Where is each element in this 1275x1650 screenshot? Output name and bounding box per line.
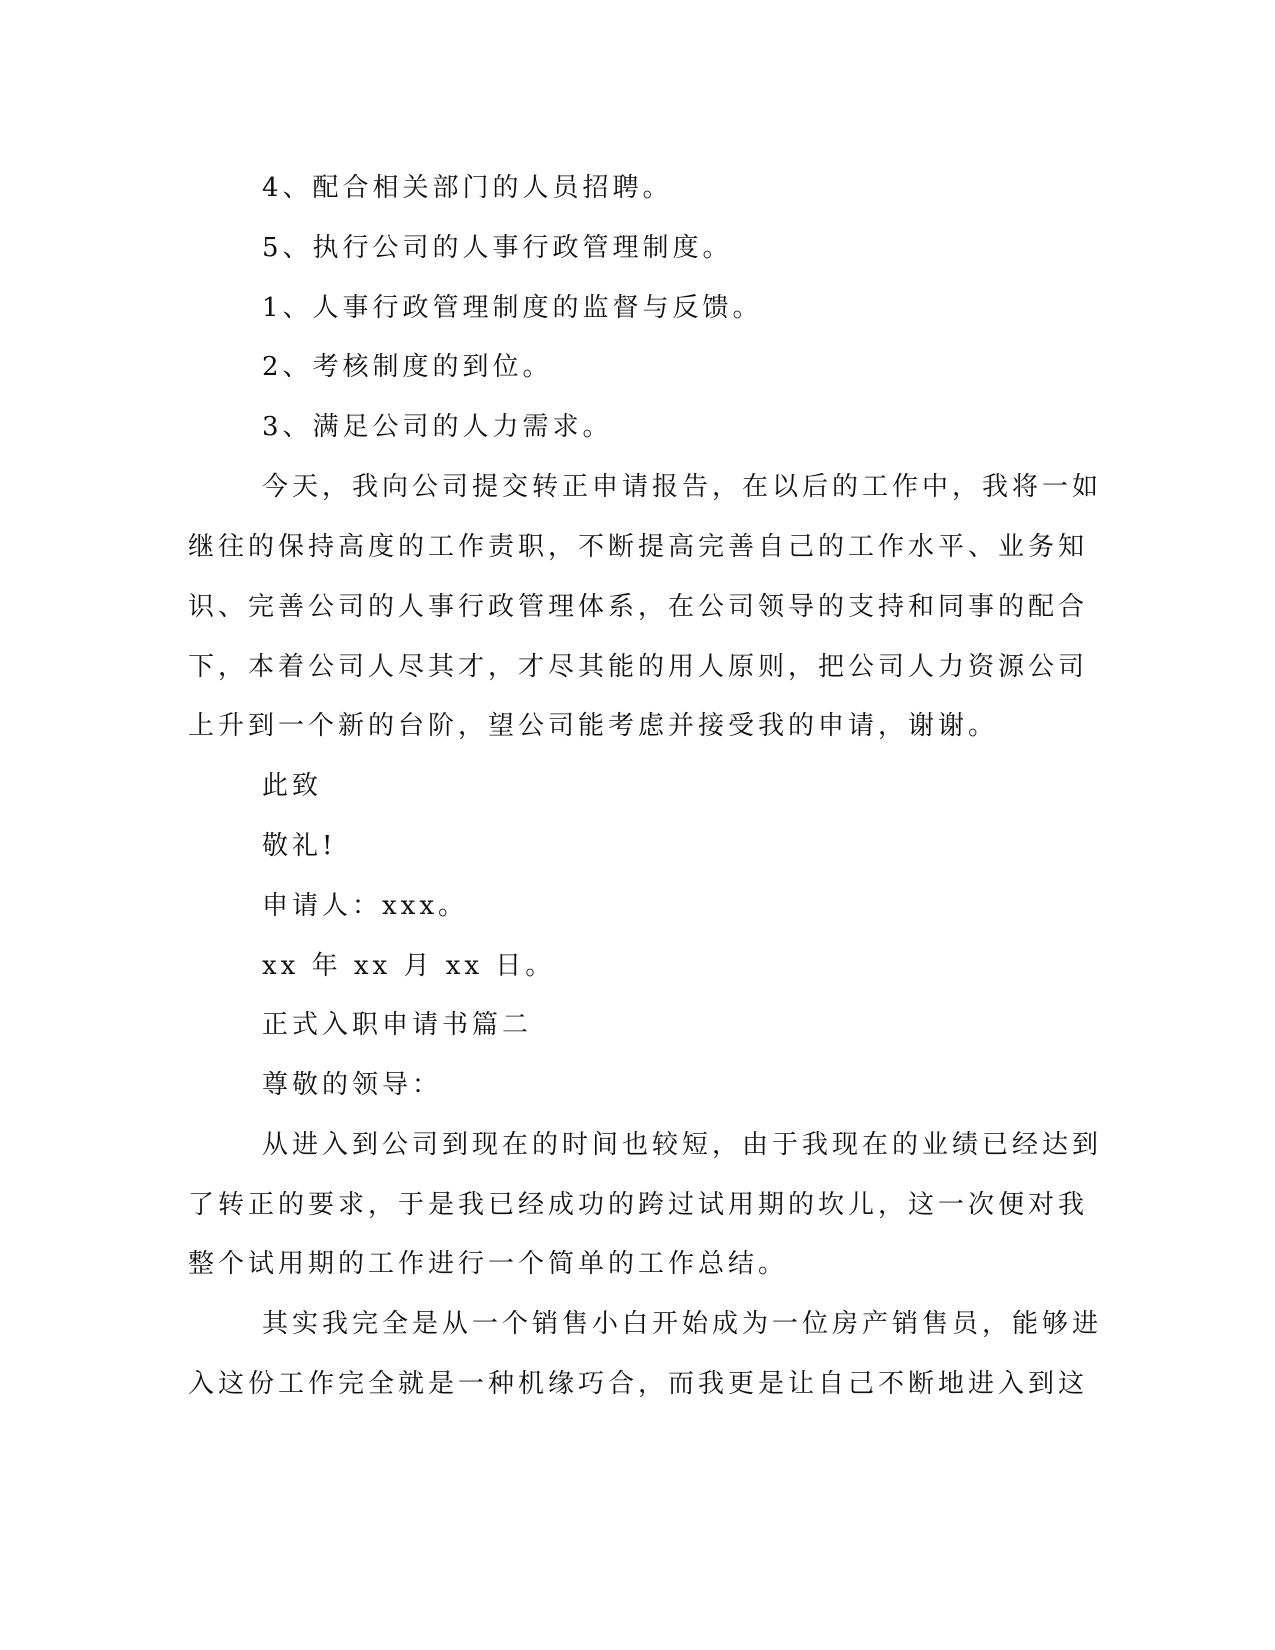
closing-text: 此致 [262,771,323,801]
paragraph-line: 下，本着公司人尽其才，才尽其能的用人原则，把公司人力资源公司 [188,652,1089,682]
date-text: xx 年 xx 月 xx 日。 [262,951,556,981]
paragraph-line: 今天，我向公司提交转正申请报告，在以后的工作中，我将一如 [262,472,1103,502]
section-title: 正式入职申请书篇二 [262,1010,533,1040]
list-item: 3、满足公司的人力需求。 [262,412,613,442]
list-item: 2、考核制度的到位。 [262,352,553,382]
paragraph-line: 了转正的要求，于是我已经成功的跨过试用期的坎儿，这一次便对我 [188,1190,1089,1220]
list-item: 5、执行公司的人事行政管理制度。 [262,233,733,263]
list-item: 1、人事行政管理制度的监督与反馈。 [262,293,763,323]
applicant-text: 申请人：xxx。 [262,891,468,921]
paragraph-line: 上升到一个新的台阶，望公司能考虑并接受我的申请，谢谢。 [188,711,999,741]
list-item: 4、配合相关部门的人员招聘。 [262,173,673,203]
paragraph-line: 继往的保持高度的工作责职，不断提高完善自己的工作水平、业务知 [188,532,1089,562]
paragraph-line: 识、完善公司的人事行政管理体系，在公司领导的支持和同事的配合 [188,592,1089,622]
paragraph-line: 入这份工作完全就是一种机缘巧合，而我更是让自己不断地进入到这 [188,1369,1089,1399]
paragraph-line: 其实我完全是从一个销售小白开始成为一位房产销售员，能够进 [262,1309,1103,1339]
greeting-text: 尊敬的领导： [262,1070,443,1100]
paragraph-line: 整个试用期的工作进行一个简单的工作总结。 [188,1249,789,1279]
paragraph-line: 从进入到公司到现在的时间也较短，由于我现在的业绩已经达到 [262,1130,1103,1160]
salute-text: 敬礼! [262,831,337,861]
